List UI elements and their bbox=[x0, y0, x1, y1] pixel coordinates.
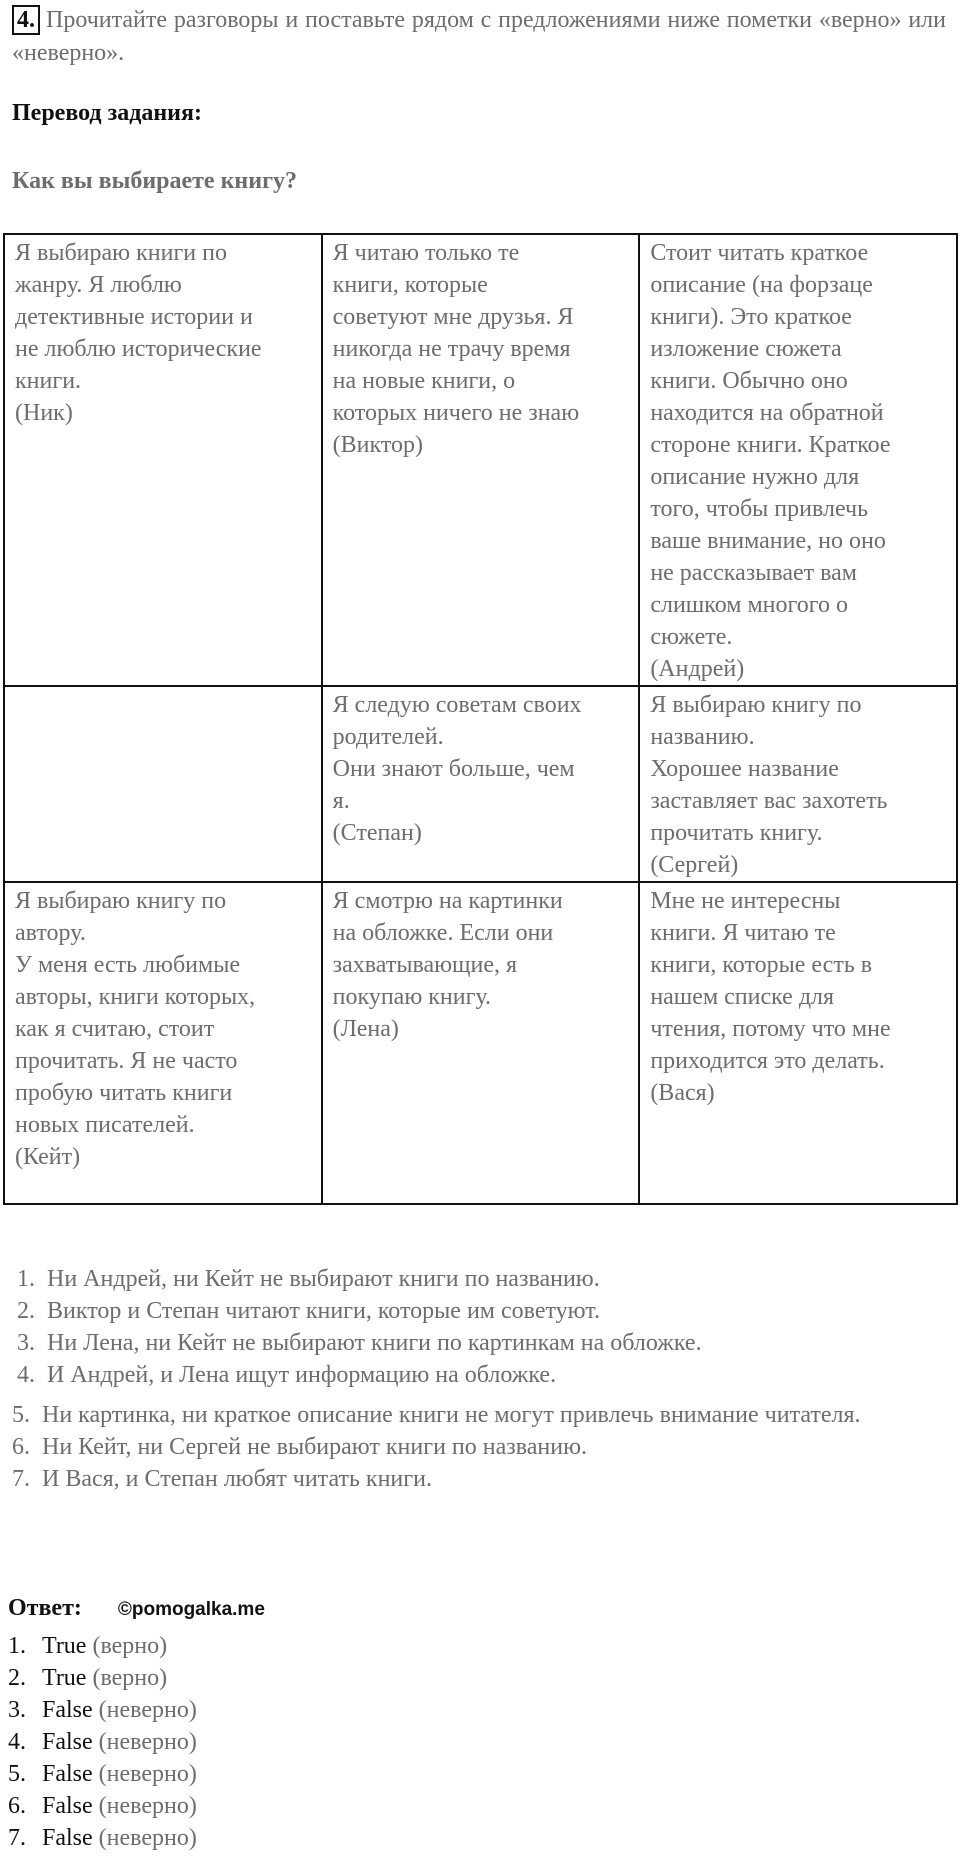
watermark: ©pomogalka.me bbox=[117, 1599, 265, 1620]
statement-text: И Вася, и Степан любят читать книги. bbox=[42, 1466, 432, 1492]
table-cell: Я смотрю на картинки на обложке. Если они захватывающие, я покупаю книгу. (Лена) bbox=[322, 882, 640, 1204]
answer-gloss: (неверно) bbox=[98, 1825, 197, 1851]
table-cell: Стоит читать краткое описание (на форзаце книги). Это краткое изложение сюжета книги. Обычно оно находится на обратной стороне книги. Краткое описание нужно для того, чтобы привлечь ваше внимание, но оно не рассказывает вам слишком многого о сюжете. (Андрей) bbox=[639, 234, 957, 686]
statement-number: 1. bbox=[17, 1266, 35, 1292]
statement-number: 2. bbox=[17, 1298, 35, 1324]
statement-number: 3. bbox=[17, 1330, 35, 1356]
task-number-box: 4. bbox=[12, 5, 40, 35]
list-item bbox=[8, 1726, 197, 1758]
answer-value: False bbox=[42, 1793, 93, 1819]
table-cell bbox=[4, 686, 322, 882]
list-item bbox=[8, 1630, 197, 1662]
answer-number: 6. bbox=[8, 1793, 26, 1819]
answer-value: False bbox=[42, 1697, 93, 1723]
list-item bbox=[12, 1399, 947, 1431]
answer-number: 5. bbox=[8, 1761, 26, 1787]
list-item bbox=[12, 1263, 947, 1295]
list-item bbox=[8, 1758, 197, 1790]
answer-value: True bbox=[42, 1633, 87, 1659]
statement-number: 6. bbox=[12, 1434, 30, 1460]
answer-gloss: (неверно) bbox=[98, 1761, 197, 1787]
list-item bbox=[8, 1662, 197, 1694]
answer-number: 1. bbox=[8, 1633, 26, 1659]
list-item bbox=[12, 1431, 947, 1463]
answer-value: False bbox=[42, 1825, 93, 1851]
list-item bbox=[8, 1694, 197, 1726]
table-cell: Я следую советам своих родителей. Они знают больше, чем я. (Степан) bbox=[322, 686, 640, 882]
statement-text: Ни Кейт, ни Сергей не выбирают книги по названию. bbox=[42, 1434, 588, 1460]
statement-number: 5. bbox=[12, 1402, 30, 1428]
statement-text: И Андрей, и Лена ищут информацию на обложке. bbox=[47, 1362, 557, 1388]
table-cell: Мне не интересны книги. Я читаю те книги, которые есть в нашем списке для чтения, потому что мне приходится это делать. (Вася) bbox=[639, 882, 957, 1204]
answer-number: 7. bbox=[8, 1825, 26, 1851]
table-cell: Я выбираю книгу по автору. У меня есть любимые авторы, книги которых, как я считаю, стоит прочитать. Я не часто пробую читать книги новых писателей. (Кейт) bbox=[4, 882, 322, 1204]
answer-gloss: (верно) bbox=[92, 1665, 168, 1691]
table-row bbox=[4, 882, 957, 1204]
answer-gloss: (неверно) bbox=[98, 1697, 197, 1723]
statement-text: Ни Андрей, ни Кейт не выбирают книги по названию. bbox=[47, 1266, 600, 1292]
answer-value: True bbox=[42, 1665, 87, 1691]
statement-text: Ни Лена, ни Кейт не выбирают книги по картинкам на обложке. bbox=[47, 1330, 702, 1356]
statement-number: 4. bbox=[17, 1362, 35, 1388]
list-item bbox=[12, 1295, 947, 1327]
answer-value: False bbox=[42, 1761, 93, 1787]
task-instruction bbox=[12, 4, 946, 70]
statement-text: Виктор и Степан читают книги, которые им советуют. bbox=[47, 1298, 600, 1324]
list-item bbox=[8, 1822, 197, 1854]
answer-gloss: (неверно) bbox=[98, 1729, 197, 1755]
answer-gloss: (верно) bbox=[92, 1633, 168, 1659]
answer-number: 2. bbox=[8, 1665, 26, 1691]
answer-value: False bbox=[42, 1729, 93, 1755]
translation-heading: Перевод задания: bbox=[12, 100, 202, 126]
task-text: Прочитайте разговоры и поставьте рядом с предложениями ниже пометки «верно» или «неверно». bbox=[12, 7, 946, 66]
list-item bbox=[8, 1790, 197, 1822]
answer-number: 4. bbox=[8, 1729, 26, 1755]
answer-header bbox=[8, 1595, 265, 1622]
table-cell: Я выбираю книги по жанру. Я люблю детективные истории и не люблю исторические книги. (Ник) bbox=[4, 234, 322, 686]
table-cell: Я выбираю книгу по названию. Хорошее название заставляет вас захотеть прочитать книгу. (Сергей) bbox=[639, 686, 957, 882]
list-item bbox=[12, 1327, 947, 1359]
opinions-table bbox=[3, 233, 958, 1205]
list-item bbox=[12, 1359, 947, 1391]
question-heading: Как вы выбираете книгу? bbox=[12, 168, 297, 194]
answers-list bbox=[8, 1630, 197, 1854]
statement-text: Ни картинка, ни краткое описание книги не могут привлечь внимание читателя. bbox=[42, 1402, 861, 1428]
table-row bbox=[4, 686, 957, 882]
statements-list bbox=[12, 1263, 947, 1495]
list-item bbox=[12, 1463, 947, 1495]
answer-label: Ответ: bbox=[8, 1595, 82, 1621]
statement-number: 7. bbox=[12, 1466, 30, 1492]
answer-gloss: (неверно) bbox=[98, 1793, 197, 1819]
table-row bbox=[4, 234, 957, 686]
table-cell: Я читаю только те книги, которые советуют мне друзья. Я никогда не трачу время на новые книги, о которых ничего не знаю (Виктор) bbox=[322, 234, 640, 686]
answer-number: 3. bbox=[8, 1697, 26, 1723]
